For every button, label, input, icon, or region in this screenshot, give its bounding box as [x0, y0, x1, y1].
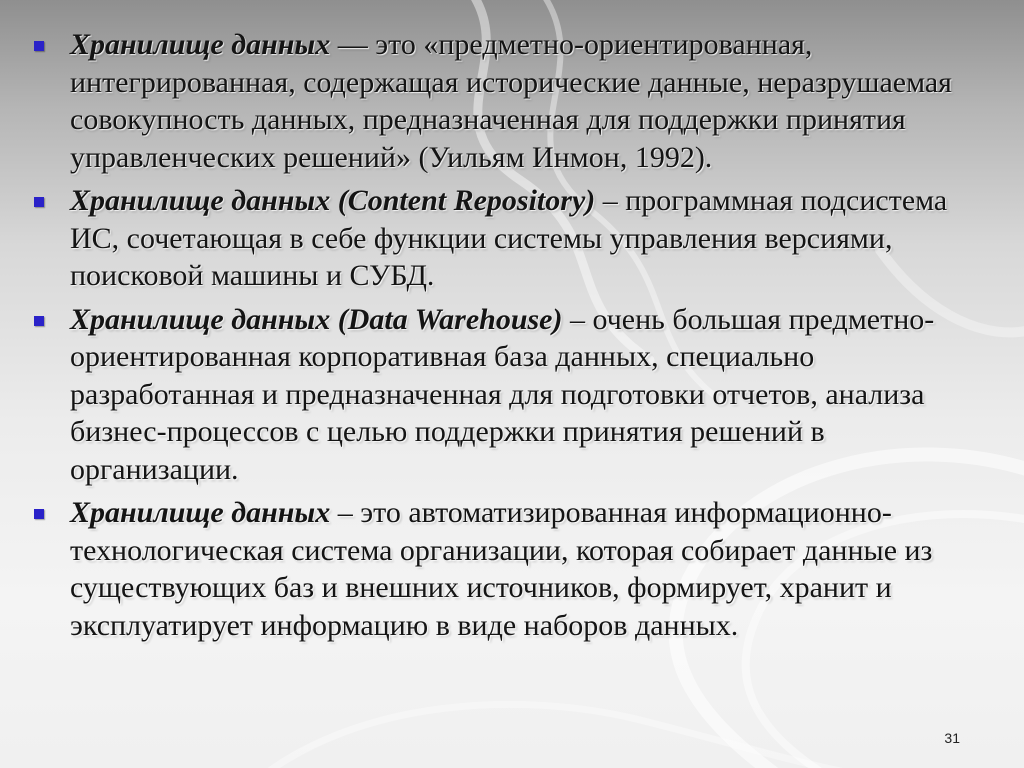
list-item [30, 494, 990, 644]
definition-text: – очень большая предметно-ориентированная корпоративная база данных, специально разработанная и предназначенная для подготовки отчетов, анализа бизнес-процессов с целью поддержки принятия решений в организации. [70, 302, 935, 486]
term-label: Хранилище данных (Content Repository) [70, 184, 596, 217]
definition-text: — это «предметно-ориентированная, интегрированная, содержащая исторические данные, неразрушаемая совокупность данных, предназначенная для поддержки принятия управленческих решений» (Уильям Инмон, 1992). [70, 28, 952, 174]
term-label: Хранилище данных (Data Warehouse) [70, 302, 563, 336]
page-number: 31 [944, 730, 960, 746]
item-text [70, 26, 990, 176]
list-item [30, 301, 990, 489]
bullet-icon [34, 316, 44, 326]
item-text [70, 182, 990, 295]
bullet-icon [34, 41, 44, 51]
definition-text: – это автоматизированная информационно-технологическая система организации, которая собирает данные из существующих баз и внешних источников, формирует, хранит и эксплуатирует информацию в виде наборов данных. [70, 496, 933, 642]
term-label: Хранилище данных [70, 28, 331, 61]
bullet-icon [34, 197, 44, 207]
list-item [30, 182, 990, 295]
term-label: Хранилище данных [70, 496, 331, 529]
list-item [30, 26, 990, 176]
definitions-list [30, 26, 990, 650]
definition-text: – программная подсистема ИС, сочетающая в себе функции системы управления версиями, поисковой машины и СУБД. [70, 184, 948, 292]
item-text [70, 301, 990, 489]
bullet-icon [34, 509, 44, 519]
item-text [70, 494, 990, 644]
